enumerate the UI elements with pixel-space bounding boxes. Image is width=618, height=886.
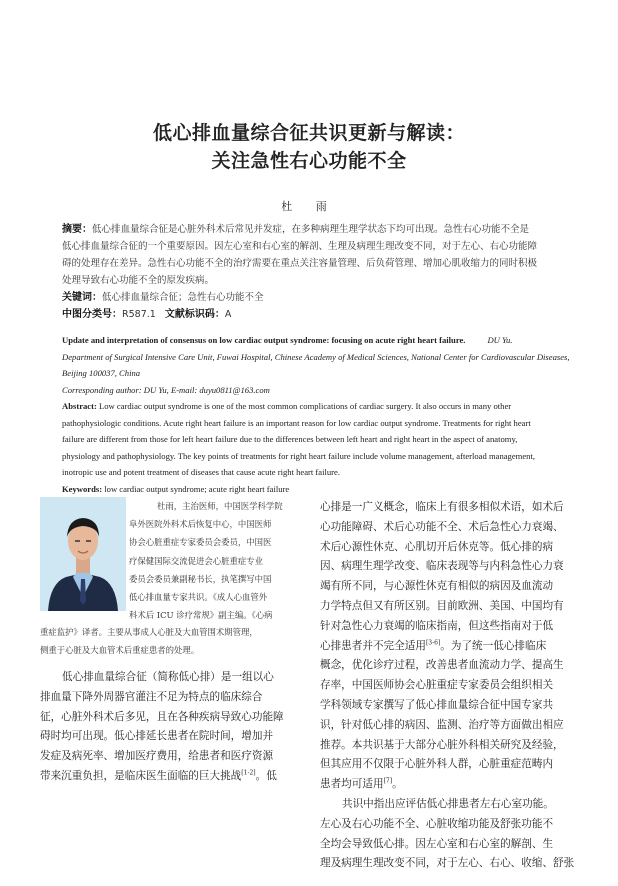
abstract-cn-label: 摘要：: [62, 224, 92, 235]
affiliation-line: Beijing 100037, China: [62, 368, 141, 378]
body-line-tail: 。为了统一低心排临床: [440, 639, 547, 652]
bio-line: 科术后 ICU 诊疗常规》副主编。《心病: [129, 610, 273, 621]
corresponding-author: Corresponding author: DU Yu, E-mail: duyu0811@163.com: [62, 384, 270, 395]
bio-line: 阜外医院外科术后恢复中心，中国医师: [129, 519, 272, 530]
english-abstract-label: Abstract:: [62, 401, 97, 411]
bio-line: 疗保健国际交流促进会心脏重症专业: [129, 555, 263, 566]
citation: [3-6]: [425, 639, 441, 647]
body-line: 左心及右心功能不全、心脏收缩功能及舒张功能不: [320, 817, 554, 830]
author-photo: [40, 497, 126, 611]
author-bio: [129, 497, 304, 624]
body-line: 带来沉重负担，是临床医生面临的巨大挑战: [40, 769, 242, 782]
bio-line: 杜雨，主治医师，中国医学科学院: [157, 501, 283, 511]
english-title: Update and interpretation of consensus on low cardiac output syndrome: focusing on acute right heart failure.: [62, 335, 466, 345]
bio-line: 低心排血量专家共识。《成人心血管外: [129, 592, 268, 603]
abstract-cn-line: 碍的处理存在差异。急性右心功能不全的治疗需要在重点关注容量管理、后负荷管理、增加心肌收缩力的同时积极: [62, 258, 538, 269]
body-line: 识，针对低心排的病因、监测、治疗等方面做出相应: [320, 718, 564, 731]
body-line: 术后心源性休克、心肌切开后休克等。低心排的病: [320, 540, 554, 553]
affiliation-line: Department of Surgical Intensive Care Unit, Fuwai Hospital, Chinese Academy of Medical Sciences, National Center for Cardiovascular Diseases,: [62, 351, 570, 362]
keywords-cn-label: 关键词：: [62, 292, 102, 303]
body-line: 力学特点但又有所区别。目前欧洲、美国、中国均有: [320, 599, 564, 612]
english-author: DU Yu.: [487, 335, 513, 345]
body-line: 碍时均可出现。低心排延长患者在院时间，增加并: [40, 730, 274, 743]
bio-line: 协会心脏重症专家委员会委员，中国医: [129, 537, 272, 548]
body-line: 理及病理生理改变不同，对于左心、右心、收缩、舒张: [320, 857, 575, 870]
body-line: 针对急性心力衰竭的临床指南，但这些指南对于低: [320, 619, 554, 632]
english-abstract-line: Low cardiac output syndrome is one of the most common complications of cardiac surgery. It also occurs in many other: [96, 401, 512, 411]
body-line: 心排患者并不完全适用: [320, 639, 426, 652]
bio-line: 侧重于心脏及大血管术后重症患者的处理。: [40, 645, 200, 656]
body-line: 共识中指出应评估低心排患者左右心室功能。: [342, 797, 554, 810]
body-line: 全均会导致低心排。因左心室和右心室的解剖、生: [320, 837, 554, 850]
author-portrait-illustration: [40, 497, 126, 611]
abstract-cn-line: 低心排血量综合征是心脏外科术后常见并发症，在多种病理生理学状态下均可出现。急性右心功能不全是: [92, 224, 530, 235]
title-line-1: 低心排血量综合征共识更新与解读：: [152, 122, 465, 144]
body-line: 发症及病死率、增加医疗费用，给患者和医疗资源: [40, 750, 274, 763]
classification-value: R587.1: [122, 309, 156, 320]
classification-line: [62, 306, 562, 323]
body-line: 心排是一广义概念，临床上有很多相似术语，如术后: [320, 501, 564, 513]
citation: [7]: [383, 777, 393, 785]
body-line: 存率，中国医师协会心脏重症专家委员会组织相关: [320, 679, 554, 692]
body-line: 学科领域专家撰写了低心排血量综合征中国专家共: [320, 698, 554, 711]
bio-line: 委员会委员兼副秘书长，执笔撰写中国: [129, 573, 272, 584]
english-keywords-text: low cardiac output syndrome; acute right heart failure: [102, 483, 290, 494]
body-line: 竭有所不同，与心源性休克有相似的病因及血流动: [320, 580, 554, 593]
body-line: 患者均可适用: [320, 778, 384, 791]
right-body-column: [320, 498, 582, 874]
body-line-tail: 。: [392, 778, 403, 791]
title-line-2: 关注急性右心功能不全: [211, 150, 407, 172]
bio-line: 重症监护》译者。主要从事成人心脏及大血管围术期管理，: [40, 627, 258, 637]
abstract-cn-line: 低心排血量综合征的一个重要原因。因左心室和右心室的解剖、生理及病理生理改变不同，对于左心、右心功能障: [62, 241, 538, 252]
classification-label: 中图分类号：: [62, 309, 122, 320]
citation: [1-2]: [241, 769, 256, 777]
author-name: 杜 雨: [281, 200, 337, 213]
left-body-paragraph: [40, 668, 310, 787]
body-line: 低心排血量综合征（简称低心排）是一组以心: [62, 671, 274, 683]
body-line: 因、病理生理学改变、临床表现等与内科急性心力衰: [320, 560, 564, 573]
body-line: 推荐。本共识基于大部分心脏外科相关研究及经验，: [320, 738, 564, 751]
english-abstract-line: failure are different from those for left heart failure due to the differences between left heart and right heart in the aspect of anatomy,: [62, 434, 518, 444]
english-keywords-label: Keywords:: [62, 483, 103, 494]
body-line: 心功能障碍、术后心功能不全、术后急性心力衰竭、: [320, 520, 564, 533]
doc-code-value: A: [224, 309, 232, 320]
doc-code-label: 文献标识码：: [164, 309, 225, 320]
english-abstract-line: inotropic use and potent treatment of diseases that cause acute right heart failure.: [62, 467, 340, 477]
keywords-cn-text: 低心排血量综合征；急性右心功能不全: [102, 292, 264, 303]
body-line: 征，心脏外科术后多见，且在各种疾病导致心功能障: [40, 710, 284, 723]
english-abstract-line: pathophysiologic conditions. Acute right heart failure is an important reason for low cardiac output syndrome. Treatments for right heart: [62, 417, 531, 428]
english-abstract-line: physiology and pathophysiology. The key points of treatments for right heart failure include volume management, afterload management,: [62, 450, 535, 461]
body-line: 概念，优化诊疗过程，改善患者血流动力学、提高生: [320, 659, 564, 672]
body-line: 但其应用不仅限于心脏外科人群，心脏重症范畴内: [320, 758, 554, 771]
abstract-cn-line: 处理导致右心功能不全的原发疾病。: [62, 275, 215, 286]
author-bio-continued: [40, 623, 308, 659]
body-line: 排血量下降外周器官灌注不足为特点的临床综合: [40, 690, 263, 703]
english-abstract: [62, 332, 570, 497]
abstract-cn: [62, 221, 562, 323]
body-line-tail: 。低: [255, 769, 277, 782]
